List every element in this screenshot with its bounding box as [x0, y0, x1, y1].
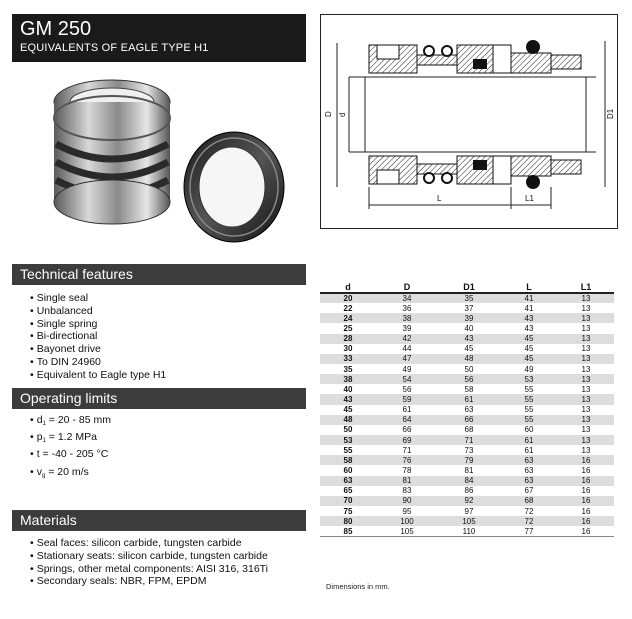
table-cell: 28	[320, 334, 376, 344]
table-header-row	[320, 282, 614, 293]
table-cell: 95	[402, 506, 412, 516]
list-item: • Bayonet drive	[30, 343, 166, 356]
table-cell: 83	[402, 486, 412, 496]
table-cell: 37	[464, 303, 474, 313]
technical-drawing	[320, 14, 618, 229]
table-cell: 56	[438, 374, 500, 384]
table-cell: 79	[438, 455, 500, 465]
materials-list	[30, 537, 268, 588]
table-cell: 13	[558, 293, 614, 303]
list-item: • Seal faces: silicon carbide, tungsten carbide	[30, 537, 268, 550]
table-cell: 61	[524, 445, 534, 455]
title-block	[12, 14, 306, 62]
table-cell: 41	[500, 293, 558, 303]
list-item: • $p_1 = 1.2$ MPa	[30, 431, 111, 448]
operating-limits-list	[30, 414, 111, 483]
table-cell: 61	[500, 435, 558, 445]
table-cell: 45	[500, 354, 558, 364]
table-row	[320, 405, 614, 415]
table-cell: 55	[500, 415, 558, 425]
table-cell: 48	[438, 354, 500, 364]
table-cell: 67	[524, 486, 534, 496]
list-item: • Single spring	[30, 318, 166, 331]
table-cell: 63	[320, 476, 376, 486]
table-cell: 54	[376, 374, 438, 384]
technical-features-list	[30, 292, 166, 382]
list-item: • $v_g = 20$ m/s	[30, 466, 111, 483]
table-cell: 16	[581, 465, 591, 475]
table-cell: 81	[376, 476, 438, 486]
product-photo	[12, 62, 306, 258]
list-item: • Bi-directional	[30, 330, 166, 343]
table-row	[320, 516, 614, 526]
table-cell: 80	[320, 516, 376, 526]
table-body	[320, 293, 614, 536]
table-cell: 73	[464, 445, 474, 455]
table-cell: 43	[524, 323, 534, 333]
table-cell: 13	[558, 334, 614, 344]
table-cell: 90	[376, 496, 438, 506]
table-cell: 64	[376, 415, 438, 425]
table-cell: 13	[581, 405, 591, 415]
table-cell: 13	[581, 425, 591, 435]
table-cell: 72	[500, 516, 558, 526]
column-header: D	[376, 282, 438, 293]
table-cell: 60	[524, 425, 534, 435]
table-cell: 61	[438, 394, 500, 404]
table-cell: 50	[464, 364, 474, 374]
table-cell: 34	[376, 293, 438, 303]
list-item: • Equivalent to Eagle type H1	[30, 369, 166, 382]
table-cell: 13	[558, 354, 614, 364]
table-cell: 63	[500, 476, 558, 486]
table-row	[320, 425, 614, 435]
table-cell: 58	[320, 455, 376, 465]
operating-limits-header: Operating limits	[12, 388, 306, 409]
table-row	[320, 303, 614, 313]
table-cell: 47	[376, 354, 438, 364]
table-row	[320, 354, 614, 364]
table-cell: 45	[500, 334, 558, 344]
mechanical-seal-photo-icon	[12, 62, 306, 258]
table-cell: 13	[581, 364, 591, 374]
table-cell: 77	[500, 526, 558, 536]
table-cell: 55	[500, 394, 558, 404]
dimension-table	[320, 282, 614, 537]
list-item: • Springs, other metal components: AISI 316, 316Ti	[30, 563, 268, 576]
table-row	[320, 496, 614, 506]
table-cell: 25	[343, 323, 353, 333]
table-cell: 110	[438, 526, 500, 536]
table-cell: 35	[343, 364, 353, 374]
seal-cross-section-icon	[321, 15, 617, 228]
table-cell: 13	[558, 394, 614, 404]
table-cell: 49	[402, 364, 412, 374]
table-cell: 56	[402, 384, 412, 394]
table-cell: 41	[524, 303, 534, 313]
table-cell: 68	[500, 496, 558, 506]
table-row	[320, 293, 614, 303]
table-cell: 65	[343, 486, 353, 496]
table-cell: 16	[558, 476, 614, 486]
table-cell: 66	[438, 415, 500, 425]
table-cell: 45	[524, 344, 534, 354]
table-cell: 40	[343, 384, 353, 394]
table-cell: 16	[558, 496, 614, 506]
table-cell: 30	[343, 344, 353, 354]
table-cell: 76	[376, 455, 438, 465]
table-cell: 86	[464, 486, 474, 496]
table-row	[320, 465, 614, 475]
table-row	[320, 486, 614, 496]
column-header: D1	[438, 282, 500, 293]
table-cell: 13	[558, 374, 614, 384]
table-cell: 63	[464, 405, 474, 415]
table-cell: 53	[320, 435, 376, 445]
list-item: • Single seal	[30, 292, 166, 305]
table-cell: 39	[402, 323, 412, 333]
product-title: GM 250	[20, 18, 92, 40]
table-cell: 55	[524, 405, 534, 415]
table-cell: 78	[402, 465, 412, 475]
table-cell: 49	[524, 364, 534, 374]
table-cell: 45	[464, 344, 474, 354]
table-cell: 53	[500, 374, 558, 384]
table-cell: 13	[581, 344, 591, 354]
table-cell: 70	[320, 496, 376, 506]
column-header: L1	[558, 282, 614, 293]
table-row	[320, 526, 614, 536]
technical-features-header: Technical features	[12, 264, 306, 285]
table-cell: 105	[376, 526, 438, 536]
table-cell: 63	[524, 465, 534, 475]
list-item: • Stationary seats: silicon carbide, tungsten carbide	[30, 550, 268, 563]
list-item: • t = -40 - 205 °C	[30, 448, 111, 465]
table-row	[320, 435, 614, 445]
table-cell: 69	[376, 435, 438, 445]
table-cell: 71	[402, 445, 412, 455]
drawing-label-L: L	[437, 194, 442, 203]
table-cell: 13	[558, 313, 614, 323]
table-cell: 45	[343, 405, 353, 415]
table-cell: 20	[320, 293, 376, 303]
table-cell: 16	[558, 526, 614, 536]
table-cell: 75	[343, 506, 353, 516]
list-item: • $d_1 = 20 - 85$ mm	[30, 414, 111, 431]
table-cell: 43	[320, 394, 376, 404]
table-cell: 33	[320, 354, 376, 364]
materials-header: Materials	[12, 510, 306, 531]
table-cell: 100	[376, 516, 438, 526]
table-cell: 38	[376, 313, 438, 323]
table-cell: 50	[343, 425, 353, 435]
table-cell: 40	[464, 323, 474, 333]
table-cell: 16	[581, 486, 591, 496]
table-cell: 13	[558, 415, 614, 425]
table-row	[320, 323, 614, 333]
table-row	[320, 476, 614, 486]
table-cell: 81	[464, 465, 474, 475]
table-cell: 71	[438, 435, 500, 445]
table-cell: 16	[558, 455, 614, 465]
table-cell: 13	[581, 323, 591, 333]
table-cell: 68	[464, 425, 474, 435]
product-subtitle: EQUIVALENTS OF EAGLE TYPE H1	[20, 42, 209, 54]
table-cell: 61	[402, 405, 412, 415]
table-cell: 36	[402, 303, 412, 313]
table-cell: 58	[464, 384, 474, 394]
table-cell: 92	[438, 496, 500, 506]
table-row	[320, 344, 614, 354]
table-note: Dimensions in mm.	[326, 582, 390, 591]
table-row	[320, 364, 614, 374]
table-cell: 105	[438, 516, 500, 526]
table-cell: 13	[558, 435, 614, 445]
list-item: • Secondary seals: NBR, FPM, EPDM	[30, 575, 268, 588]
table-cell: 24	[320, 313, 376, 323]
column-header: d	[320, 282, 376, 293]
table-cell: 43	[500, 313, 558, 323]
table-cell: 43	[438, 334, 500, 344]
table-cell: 72	[524, 506, 534, 516]
column-header: L	[500, 282, 558, 293]
table-cell: 66	[402, 425, 412, 435]
drawing-label-d: d	[338, 112, 347, 117]
table-cell: 55	[524, 384, 534, 394]
table-row	[320, 313, 614, 323]
table-row	[320, 445, 614, 455]
table-cell: 38	[320, 374, 376, 384]
table-cell: 60	[343, 465, 353, 475]
table-row	[320, 455, 614, 465]
table-row	[320, 334, 614, 344]
list-item: • Unbalanced	[30, 305, 166, 318]
table-cell: 35	[438, 293, 500, 303]
table-cell: 16	[558, 516, 614, 526]
table-row	[320, 506, 614, 516]
table-cell: 13	[581, 303, 591, 313]
drawing-label-D: D	[324, 111, 333, 117]
table-row	[320, 394, 614, 404]
table-cell: 55	[343, 445, 353, 455]
table-row	[320, 374, 614, 384]
table-cell: 22	[343, 303, 353, 313]
table-cell: 42	[376, 334, 438, 344]
drawing-label-L1: L1	[525, 194, 534, 203]
table-cell: 59	[376, 394, 438, 404]
table-cell: 13	[581, 384, 591, 394]
list-item: • To DIN 24960	[30, 356, 166, 369]
table-cell: 84	[438, 476, 500, 486]
table-cell: 44	[402, 344, 412, 354]
table-row	[320, 415, 614, 425]
drawing-label-D1: D1	[606, 108, 615, 119]
table-cell: 97	[464, 506, 474, 516]
table-row	[320, 384, 614, 394]
table-cell: 13	[581, 445, 591, 455]
table-cell: 39	[438, 313, 500, 323]
table-cell: 16	[581, 506, 591, 516]
table-cell: 48	[320, 415, 376, 425]
table-cell: 63	[500, 455, 558, 465]
table-cell: 85	[320, 526, 376, 536]
